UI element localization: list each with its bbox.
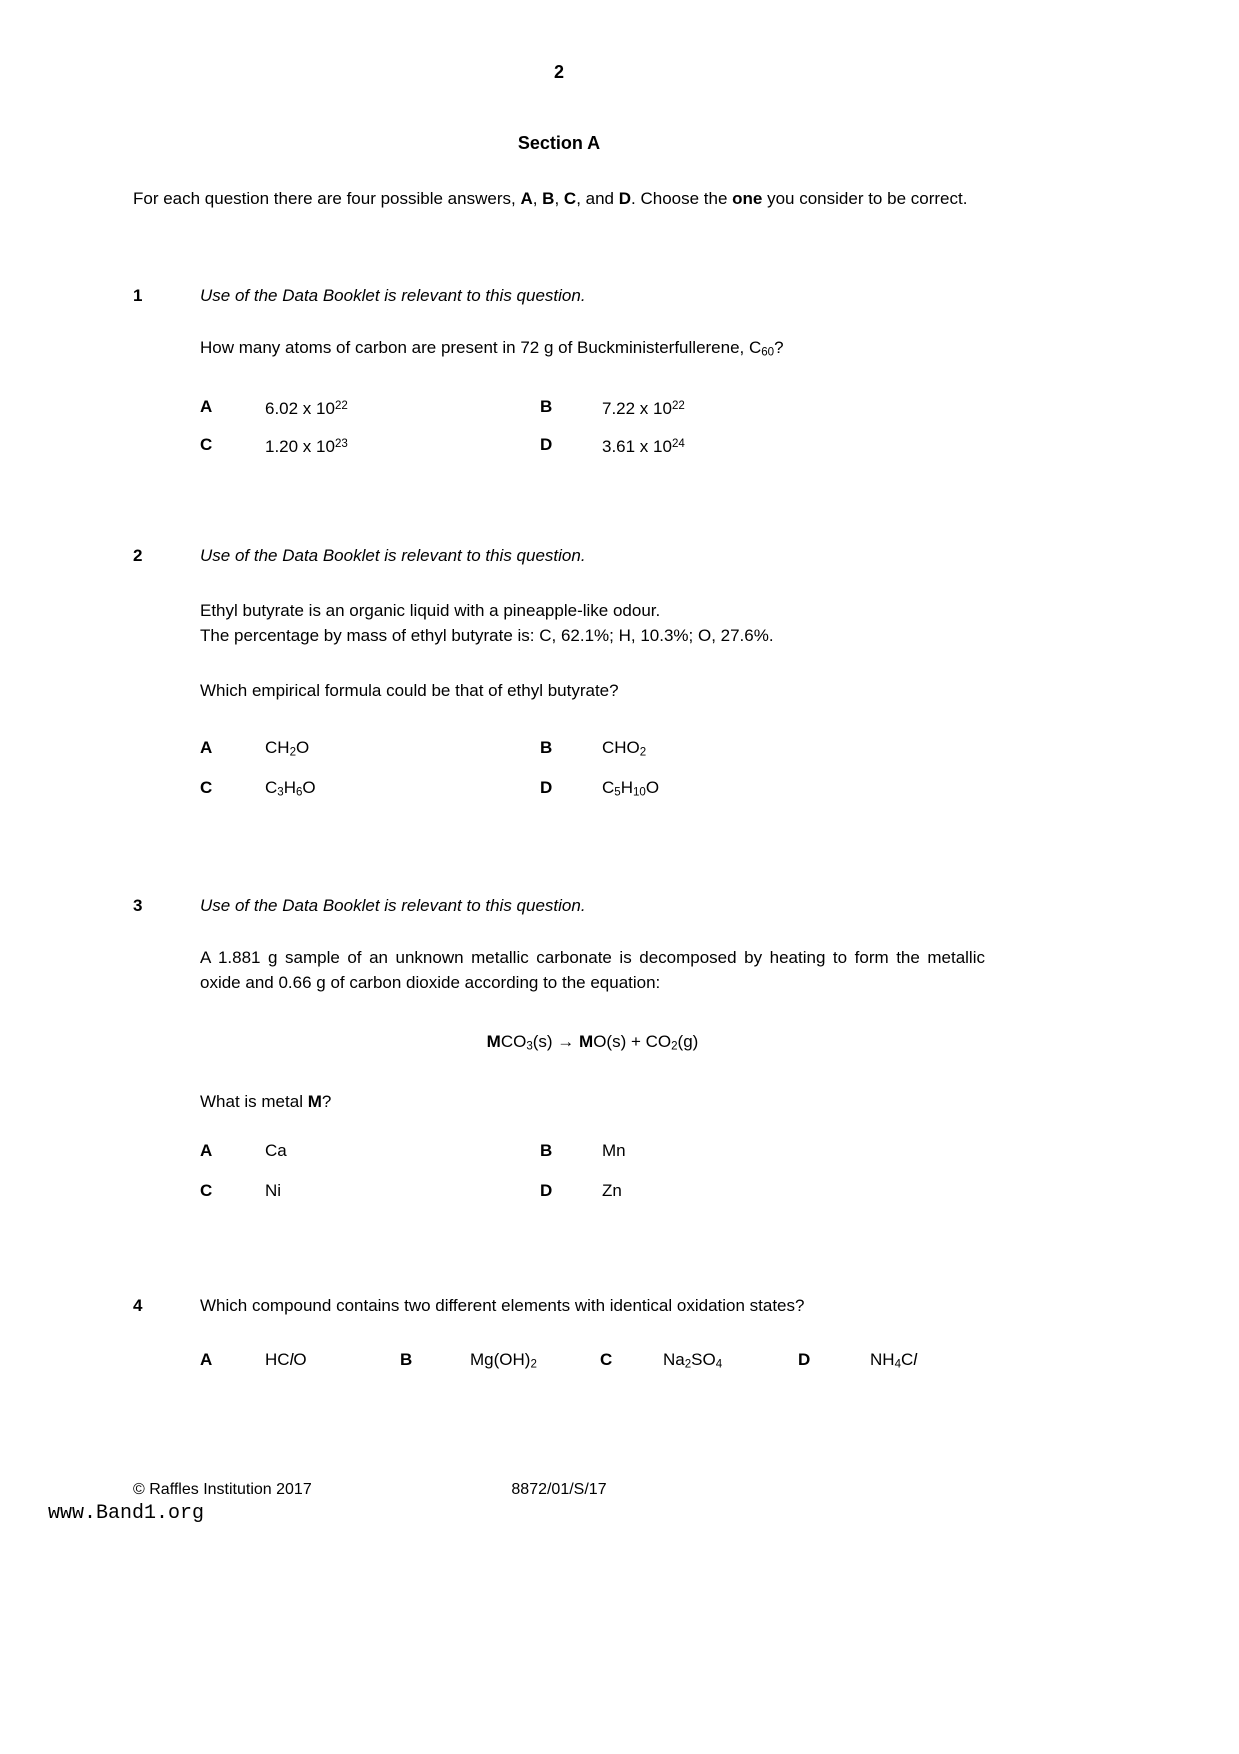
question-3-options-row-2 — [200, 1178, 985, 1203]
option-value-b: 7.22 x $10^{22}$ — [602, 398, 685, 418]
question-1-options — [200, 394, 985, 457]
question-1-number: 1 — [133, 286, 143, 305]
section-instructions: For each question there are four possible answers, A, B, C, and D. Choose the one you consider to be correct. — [133, 189, 968, 208]
question-2-statement-line-1: Ethyl butyrate is an organic liquid with a pineapple-like odour. — [200, 601, 661, 620]
question-2 — [133, 543, 985, 815]
option-value-a: 6.02 x $10^{22}$ — [265, 398, 348, 418]
option-value-b: Mn — [602, 1140, 626, 1160]
option-value-d: Zn — [602, 1180, 622, 1200]
option-letter-c: C — [200, 434, 213, 454]
option-value-c: Ni — [265, 1180, 282, 1200]
option-letter-c: C — [200, 778, 213, 797]
question-1-options-row-1 — [200, 394, 985, 419]
question-2-text: Which empirical formula could be that of ethyl butyrate? — [200, 681, 619, 700]
question-1 — [133, 283, 985, 470]
watermark-url: www.Band1.org — [48, 1502, 205, 1525]
question-4-number: 4 — [133, 1296, 143, 1315]
question-4-text: Which compound contains two different elements with identical oxidation states? — [200, 1296, 805, 1315]
question-2-number: 2 — [133, 546, 143, 565]
option-value-d: NH4Cl — [870, 1350, 918, 1371]
question-4-body — [200, 1293, 985, 1387]
option-value-a: CH2O — [265, 738, 310, 759]
question-4-options-row — [200, 1347, 985, 1372]
option-letter-a: A — [200, 1350, 213, 1369]
question-2-options-row-1 — [200, 735, 985, 760]
option-letter-d: D — [798, 1350, 811, 1369]
option-value-b: CHO2 — [602, 738, 647, 759]
question-3-body — [200, 893, 985, 1218]
option-value-b: Mg(OH)2 — [470, 1350, 537, 1371]
footer-copyright: © Raffles Institution 2017 — [133, 1481, 312, 1498]
question-1-text: How many atoms of carbon are present in 72 g of Buckministerfullerene, C60? — [200, 338, 784, 359]
question-2-data-booklet-note: Use of the Data Booklet is relevant to this question. — [200, 546, 586, 565]
question-3-statement: A 1.881 g sample of an unknown metallic carbonate is decomposed by heating to form the metallic oxide and 0.66 g of carbon dioxide according to the equation: — [200, 948, 985, 992]
option-value-c: 1.20 x $10^{23}$ — [265, 436, 348, 456]
option-letter-d: D — [540, 434, 553, 454]
option-value-d: 3.61 x $10^{24}$ — [602, 436, 685, 456]
option-value-c: Na2SO4 — [663, 1350, 723, 1371]
option-letter-c: C — [200, 1180, 213, 1200]
option-value-a: Ca — [265, 1140, 287, 1160]
question-3-text: What is metal M? — [200, 1091, 332, 1111]
option-letter-b: B — [540, 396, 553, 416]
question-3-equation: MCO3(s) → MO(s) + CO2(g) — [486, 1032, 699, 1053]
option-letter-a: A — [200, 1140, 213, 1160]
section-title: Section A — [517, 133, 601, 153]
question-3-options — [200, 1138, 985, 1203]
question-2-options-row-2 — [200, 775, 985, 800]
question-4-options — [200, 1347, 985, 1372]
question-2-options — [200, 735, 985, 800]
question-3-number: 3 — [133, 896, 143, 915]
page-number: 2 — [553, 62, 564, 82]
option-letter-d: D — [540, 778, 553, 797]
footer-paper-code: 8872/01/S/17 — [511, 1481, 607, 1498]
question-4 — [133, 1293, 985, 1387]
question-3-options-row-1 — [200, 1138, 985, 1163]
question-1-options-row-2 — [200, 432, 985, 457]
question-2-statement-line-2: The percentage by mass of ethyl butyrate is: C, 62.1%; H, 10.3%; O, 27.6%. — [200, 626, 774, 645]
option-letter-d: D — [540, 1180, 553, 1200]
option-letter-b: B — [540, 1140, 553, 1160]
option-value-d: C5H10O — [602, 778, 660, 799]
option-letter-b: B — [540, 738, 553, 757]
option-letter-a: A — [200, 396, 213, 416]
question-3-data-booklet-note: Use of the Data Booklet is relevant to this question. — [200, 896, 586, 915]
question-3 — [133, 893, 985, 1218]
question-1-data-booklet-note: Use of the Data Booklet is relevant to this question. — [200, 286, 586, 305]
option-letter-c: C — [600, 1350, 613, 1369]
option-letter-a: A — [200, 738, 213, 757]
question-1-body — [200, 283, 985, 470]
option-value-a: HClO — [265, 1350, 307, 1369]
option-letter-b: B — [400, 1350, 413, 1369]
option-value-c: C3H6O — [265, 778, 316, 799]
question-2-body — [200, 543, 985, 815]
